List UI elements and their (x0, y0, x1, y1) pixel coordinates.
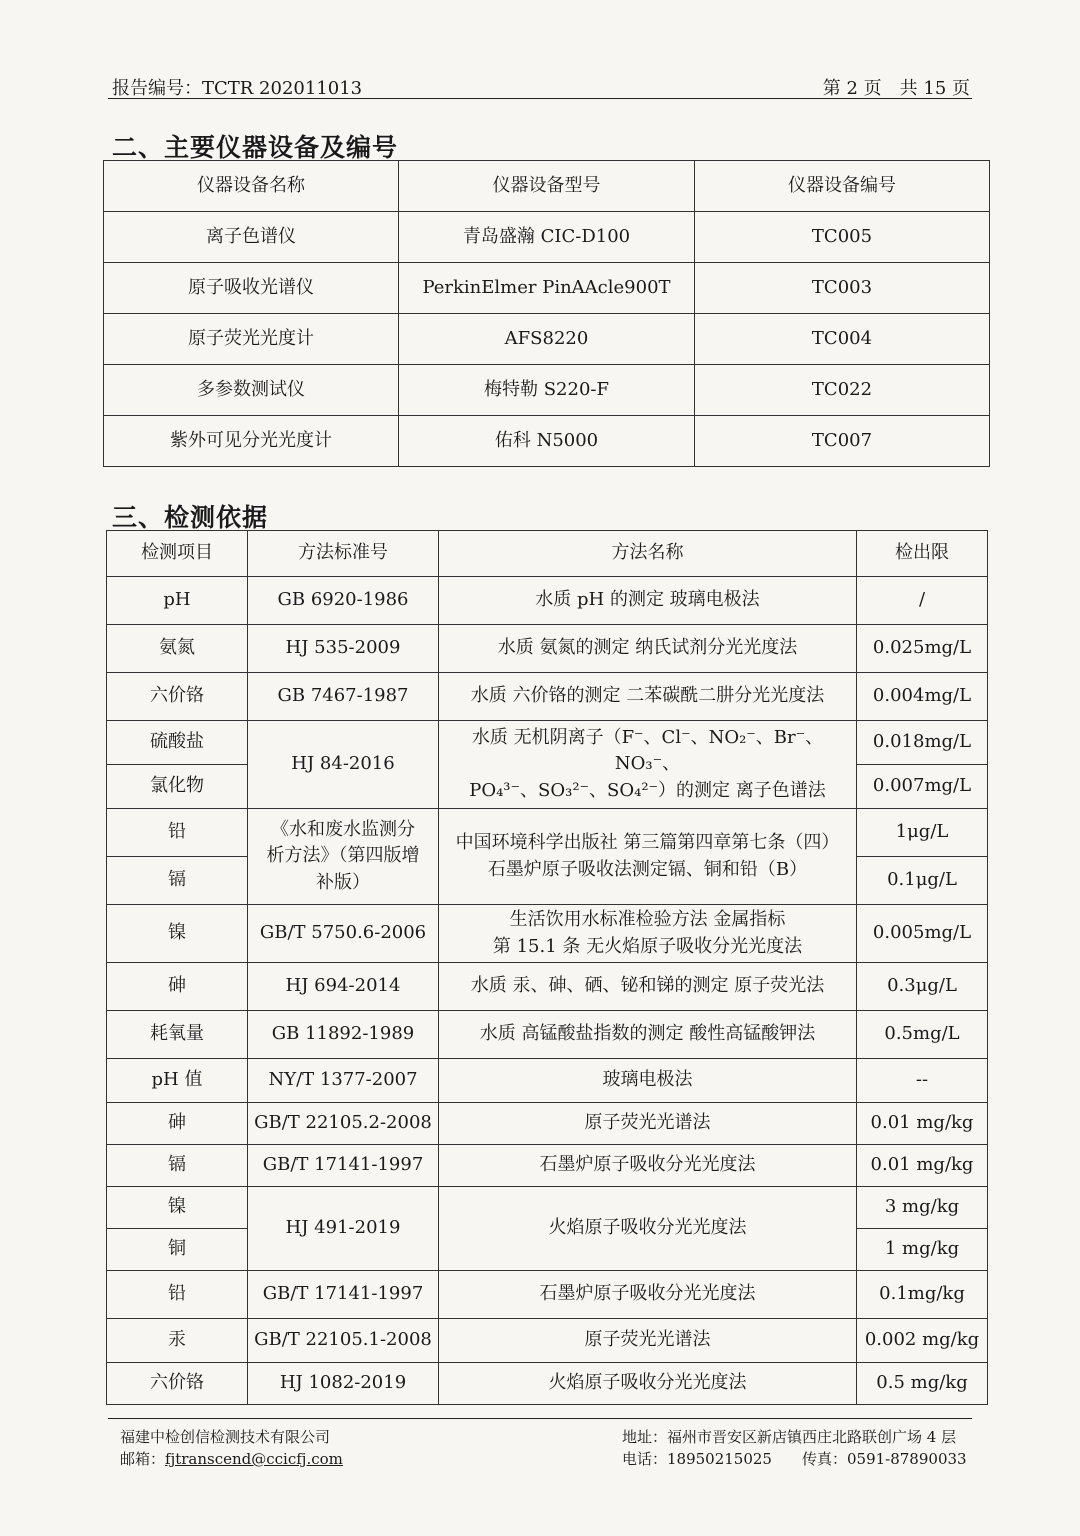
table-row (107, 625, 988, 673)
column-header: 仪器设备编号 (695, 161, 990, 212)
test-item: 硫酸盐 (107, 721, 248, 765)
detection-limit: 3 mg/kg (857, 1187, 988, 1229)
detection-limit: 0.004mg/L (857, 673, 988, 721)
test-item: 六价铬 (107, 1363, 248, 1405)
footer-address: 地址：福州市晋安区新店镇西庄北路联创广场 4 层 (622, 1428, 957, 1446)
detection-limit: 0.1μg/L (857, 857, 988, 905)
column-header: 方法名称 (439, 531, 857, 577)
table-row (107, 905, 988, 963)
method-name: 水质 六价铬的测定 二苯碳酰二肼分光光度法 (439, 673, 857, 721)
header-rule (108, 98, 972, 99)
method-standard: NY/T 1377-2007 (248, 1059, 439, 1103)
method-standard: HJ 694-2014 (248, 963, 439, 1011)
table-header-row (107, 531, 988, 577)
detection-limit: 0.5mg/L (857, 1011, 988, 1059)
equipment-id: TC022 (695, 365, 990, 416)
table-row (107, 1059, 988, 1103)
test-item: 氨氮 (107, 625, 248, 673)
detection-limit: 0.018mg/L (857, 721, 988, 765)
table-row (104, 314, 990, 365)
method-name: 原子荧光光谱法 (439, 1319, 857, 1363)
table-row (107, 809, 988, 857)
table-row (107, 963, 988, 1011)
test-item: 铅 (107, 1271, 248, 1319)
table-row (107, 1011, 988, 1059)
method-name: 水质 pH 的测定 玻璃电极法 (439, 577, 857, 625)
detection-limit: 0.3μg/L (857, 963, 988, 1011)
test-item: 镍 (107, 905, 248, 963)
equipment-id: TC003 (695, 263, 990, 314)
column-header: 仪器设备型号 (399, 161, 695, 212)
test-item: 镉 (107, 857, 248, 905)
column-header: 仪器设备名称 (104, 161, 399, 212)
page-indicator: 第 2 页 共 15 页 (822, 78, 970, 99)
column-header: 检测项目 (107, 531, 248, 577)
test-item: 砷 (107, 963, 248, 1011)
column-header: 检出限 (857, 531, 988, 577)
table-row (104, 416, 990, 467)
equipment-name: 多参数测试仪 (104, 365, 399, 416)
test-item: pH (107, 577, 248, 625)
method-standard-line: 析方法》（第四版增 (266, 845, 420, 867)
equipment-name: 紫外可见分光光度计 (104, 416, 399, 467)
method-name: 石墨炉原子吸收分光光度法 (439, 1271, 857, 1319)
method-standard: HJ 84-2016 (248, 721, 439, 809)
detection-limit: 0.007mg/L (857, 765, 988, 809)
test-item: 汞 (107, 1319, 248, 1363)
test-item: 砷 (107, 1103, 248, 1145)
equipment-model: 佑科 N5000 (399, 416, 695, 467)
detection-limit: 0.1mg/kg (857, 1271, 988, 1319)
detection-limit: -- (857, 1059, 988, 1103)
method-standard-line: 补版） (316, 871, 370, 893)
detection-limit: 0.01 mg/kg (857, 1145, 988, 1187)
equipment-model: 青岛盛瀚 CIC-D100 (399, 212, 695, 263)
equipment-model: PerkinElmer PinAAcle900T (399, 263, 695, 314)
test-item: 耗氧量 (107, 1011, 248, 1059)
method-standard: HJ 1082-2019 (248, 1363, 439, 1405)
method-name: 火焰原子吸收分光光度法 (439, 1363, 857, 1405)
method-standard: GB/T 17141-1997 (248, 1145, 439, 1187)
equipment-model: AFS8220 (399, 314, 695, 365)
table-row (107, 1319, 988, 1363)
detection-limit: 1μg/L (857, 809, 988, 857)
method-standard: GB/T 17141-1997 (248, 1271, 439, 1319)
table-row (107, 1363, 988, 1405)
test-item: 铜 (107, 1229, 248, 1271)
method-standard: GB/T 5750.6-2006 (248, 905, 439, 963)
table-row (107, 577, 988, 625)
table-row (107, 1103, 988, 1145)
test-item: 铅 (107, 809, 248, 857)
detection-limit: 1 mg/kg (857, 1229, 988, 1271)
method-name-line: 水质 无机阴离子（F⁻、Cl⁻、NO₂⁻、Br⁻、NO₃⁻、 (471, 727, 824, 775)
method-name-line: 第 15.1 条 无火焰原子吸收分光光度法 (492, 935, 803, 957)
method-name (439, 721, 857, 809)
method-standard: GB 6920-1986 (248, 577, 439, 625)
method-name: 水质 汞、砷、硒、铋和锑的测定 原子荧光法 (439, 963, 857, 1011)
method-name: 水质 氨氮的测定 纳氏试剂分光光度法 (439, 625, 857, 673)
footer-email (120, 1448, 343, 1469)
equipment-id: TC005 (695, 212, 990, 263)
table-row (107, 1187, 988, 1229)
method-name: 火焰原子吸收分光光度法 (439, 1187, 857, 1271)
table-row (104, 263, 990, 314)
footer-company: 福建中检创信检测技术有限公司 (120, 1428, 331, 1446)
test-item: 镍 (107, 1187, 248, 1229)
method-name-line: 生活饮用水标准检验方法 金属指标 (509, 909, 786, 931)
detection-limit: 0.01 mg/kg (857, 1103, 988, 1145)
table-row (107, 1271, 988, 1319)
detection-limit: 0.025mg/L (857, 625, 988, 673)
method-name-line: PO₄³⁻、SO₃²⁻、SO₄²⁻）的测定 离子色谱法 (469, 779, 826, 801)
table-row (107, 1145, 988, 1187)
equipment-table (103, 160, 990, 467)
table-row (104, 212, 990, 263)
equipment-id: TC007 (695, 416, 990, 467)
report-number: 报告编号：TCTR 202011013 (112, 78, 363, 99)
method-name: 石墨炉原子吸收分光光度法 (439, 1145, 857, 1187)
method-name (439, 905, 857, 963)
detection-limit: 0.005mg/L (857, 905, 988, 963)
detection-limit: 0.5 mg/kg (857, 1363, 988, 1405)
method-standard: GB 7467-1987 (248, 673, 439, 721)
method-standard: HJ 491-2019 (248, 1187, 439, 1271)
method-name-line: 中国环境科学出版社 第三篇第四章第七条（四） (455, 832, 840, 854)
equipment-model: 梅特勒 S220-F (399, 365, 695, 416)
detection-limit: 0.002 mg/kg (857, 1319, 988, 1363)
method-standard: GB/T 22105.1-2008 (248, 1319, 439, 1363)
method-name: 水质 高锰酸盐指数的测定 酸性高锰酸钾法 (439, 1011, 857, 1059)
method-name: 原子荧光光谱法 (439, 1103, 857, 1145)
footer-rule (108, 1418, 972, 1419)
method-standard-line: 《水和废水监测分 (271, 819, 415, 841)
column-header: 方法标准号 (248, 531, 439, 577)
method-name (439, 809, 857, 905)
section-title-equipment: 二、主要仪器设备及编号 (112, 133, 399, 162)
section-title-basis: 三、检测依据 (112, 503, 269, 532)
test-item: 六价铬 (107, 673, 248, 721)
footer-phone: 电话：18950215025 传真：0591-87890033 (622, 1450, 967, 1468)
method-standard: GB/T 22105.2-2008 (248, 1103, 439, 1145)
equipment-name: 离子色谱仪 (104, 212, 399, 263)
method-name: 玻璃电极法 (439, 1059, 857, 1103)
test-item: pH 值 (107, 1059, 248, 1103)
footer-email-label: 邮箱： (120, 1450, 166, 1468)
table-row (104, 365, 990, 416)
test-item: 镉 (107, 1145, 248, 1187)
equipment-name: 原子吸收光谱仪 (104, 263, 399, 314)
table-row (107, 673, 988, 721)
detection-limit: / (857, 577, 988, 625)
method-standard: HJ 535-2009 (248, 625, 439, 673)
equipment-name: 原子荧光光度计 (104, 314, 399, 365)
table-header-row (104, 161, 990, 212)
test-basis-table (106, 530, 988, 1405)
footer-email-link[interactable]: fjtranscend@ccicfj.com (165, 1450, 343, 1468)
method-standard: GB 11892-1989 (248, 1011, 439, 1059)
test-item: 氯化物 (107, 765, 248, 809)
method-name-line: 石墨炉原子吸收法测定镉、铜和铅（B） (487, 858, 808, 880)
equipment-id: TC004 (695, 314, 990, 365)
method-standard (248, 809, 439, 905)
table-row (107, 721, 988, 765)
